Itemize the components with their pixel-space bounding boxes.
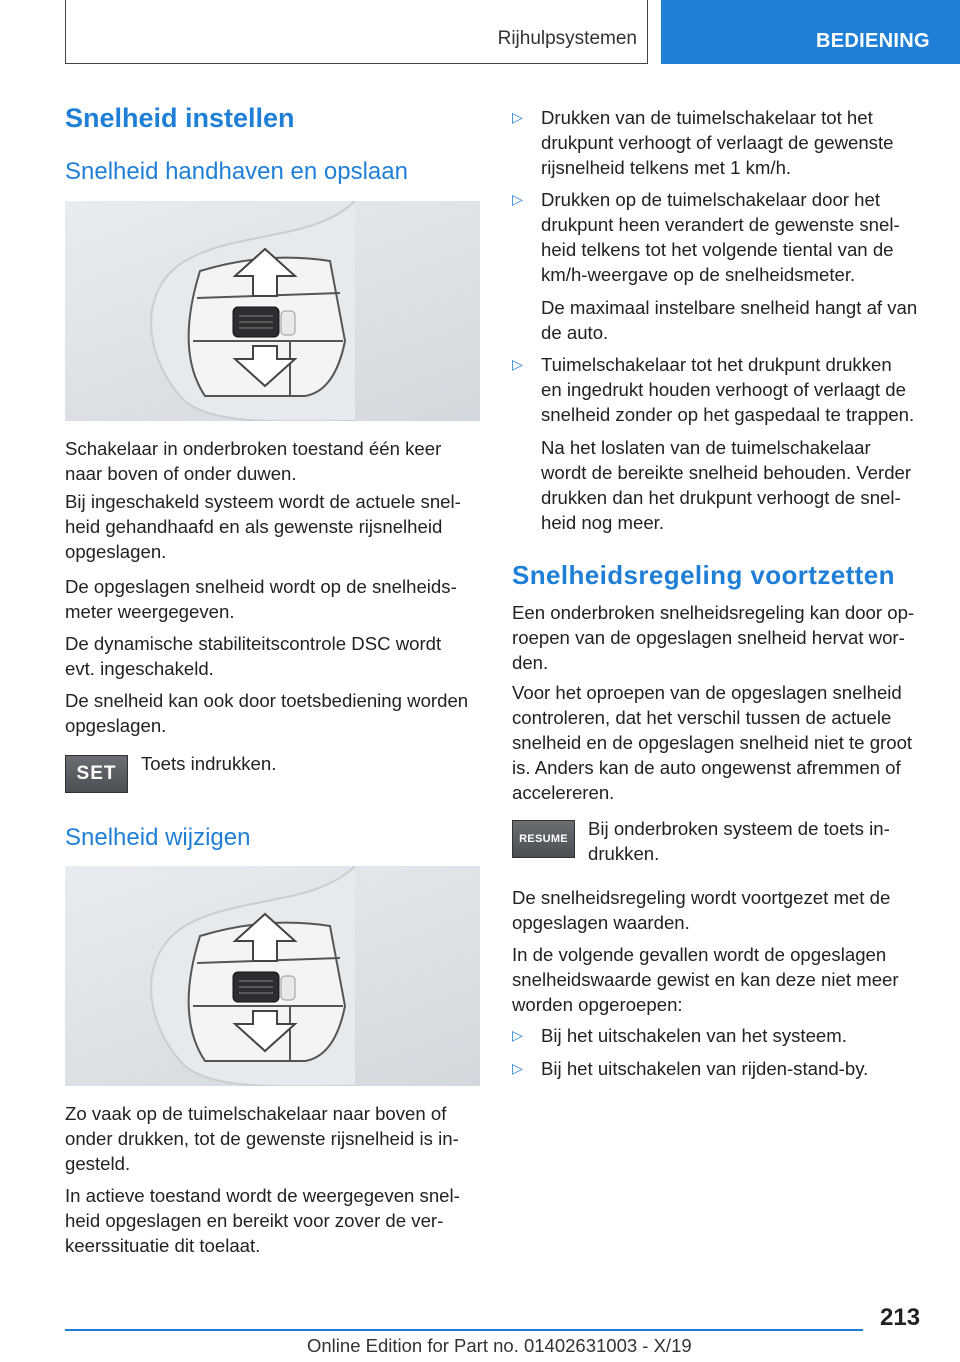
header-section-title: Rijhulpsystemen [497, 28, 637, 49]
section-heading-resume: Snelheidsregeling voortzetten [512, 560, 895, 590]
set-button-instruction: Toets indrukken. [141, 753, 277, 774]
footer-edition: Online Edition for Part no. 01402631003 - X/19 [307, 1335, 692, 1356]
paragraph-speedometer: De opgeslagen snelheid wordt op de snelheids- meter weergegeven. [65, 576, 457, 622]
set-button-icon: SET [65, 755, 128, 793]
steering-wheel-switch-illustration [65, 201, 480, 421]
bullet-triangle-icon: ▷ [512, 191, 523, 207]
resume-button-instruction: Bij onderbroken systeem de toets in- drukken. [588, 818, 890, 864]
steering-wheel-switch-illustration-2 [65, 866, 480, 1086]
paragraph-speed-maintained: Bij ingeschakeld systeem wordt de actuele snel- heid gehandhaafd en als gewenste rijsnelheid opgeslagen. [65, 491, 461, 562]
resume-button-icon: RESUME [512, 820, 575, 858]
paragraph-dsc: De dynamische stabiliteitscontrole DSC wordt evt. ingeschakeld. [65, 633, 442, 679]
paragraph-active-state: In actieve toestand wordt de weergegeven snel- heid opgeslagen en bereikt voor zover de ver- keerssituatie dit toelaat. [65, 1185, 460, 1256]
paragraph-deleted-cases: In de volgende gevallen wordt de opgeslagen snelheidswaarde gewist en kan deze niet meer worden opgeroepen: [512, 944, 899, 1015]
bullet-triangle-icon: ▷ [512, 1027, 523, 1043]
steering-wheel-switch-figure [65, 201, 480, 421]
subheading-change-speed: Snelheid wijzigen [65, 824, 251, 851]
subheading-store-speed: Snelheid handhaven en opslaan [65, 158, 408, 185]
footer-divider [65, 1329, 863, 1331]
paragraph-resume-intro: Een onderbroken snelheidsregeling kan door op- roepen van de opgeslagen snelheid hervat wor- den. [512, 602, 915, 673]
bullet-triangle-icon: ▷ [512, 356, 523, 372]
paragraph-push-switch: Schakelaar in onderbroken toestand één keer naar boven of onder duwen. [65, 438, 442, 484]
header-chapter-tab [661, 0, 960, 64]
paragraph-resumed: De snelheidsregeling wordt voortgezet met de opgeslagen waarden. [512, 887, 891, 933]
steering-wheel-switch-figure-2 [65, 866, 480, 1086]
paragraph-press-repeatedly: Zo vaak op de tuimelschakelaar naar boven of onder drukken, tot de gewenste rijsnelheid is in- gesteld. [65, 1103, 459, 1174]
page-number: 213 [880, 1304, 921, 1331]
header-section-box [65, 0, 648, 64]
paragraph-button-store: De snelheid kan ook door toetsbediening worden opgeslagen. [65, 690, 469, 736]
paragraph-resume-check: Voor het oproepen van de opgeslagen snelheid controleren, dat het verschil tussen de actuele snelheid en de opgeslagen snelheid niet te groot is. Anders kan de auto ongewenst afremmen of accelereren. [512, 682, 913, 803]
section-heading: Snelheid instellen [65, 103, 295, 133]
header-chapter-title: BEDIENING [816, 30, 930, 52]
bullet-triangle-icon: ▷ [512, 109, 523, 125]
bullet-triangle-icon: ▷ [512, 1060, 523, 1076]
